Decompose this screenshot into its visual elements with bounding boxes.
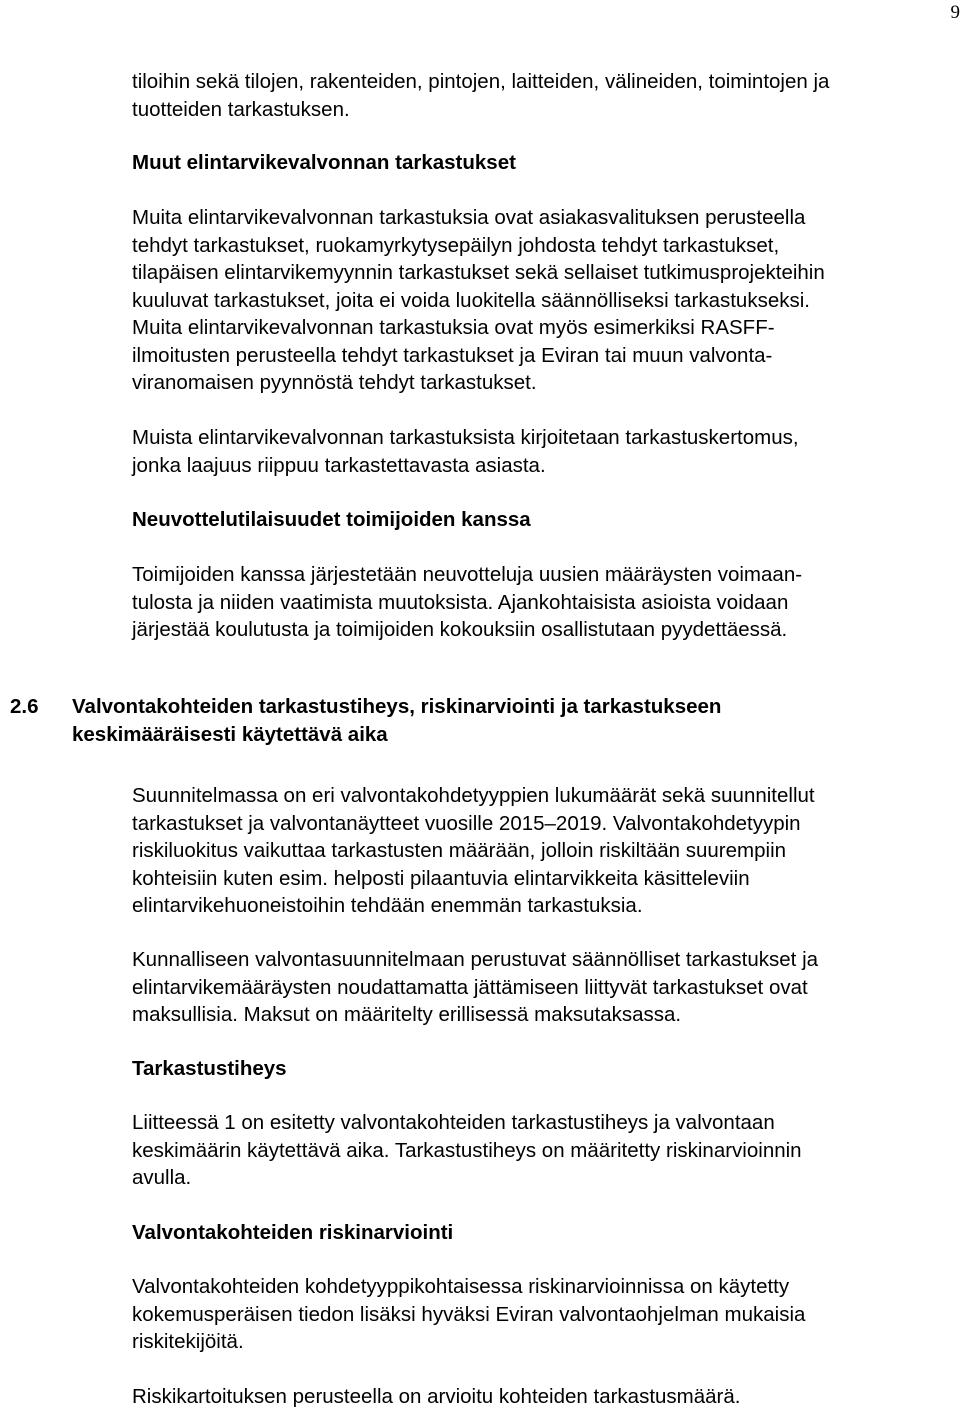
page-number: 9 xyxy=(950,2,960,23)
section-2-6-heading xyxy=(10,693,950,748)
negotiation-paragraph xyxy=(132,561,952,644)
text-line: ilmoitusten perusteella tehdyt tarkastukset ja Eviran tai muun valvonta- xyxy=(132,343,773,367)
text-line: maksullisia. Maksut on määritelty erillisessä maksutaksassa. xyxy=(132,1003,682,1026)
text-line: järjestää koulutusta ja toimijoiden kokouksiin osallistutaan pyydettäessä. xyxy=(132,618,788,641)
text-line: keskimäärin käytettävä aika. Tarkastustiheys on määritetty riskinarvioinnin xyxy=(132,1138,802,1162)
text-line: Liitteessä 1 on esitetty valvontakohteiden tarkastustiheys ja valvontaan xyxy=(132,1111,775,1134)
text-line: Muita elintarvikevalvonnan tarkastuksia ovat myös esimerkiksi RASFF- xyxy=(132,316,775,339)
text-line: jonka laajuus riippuu tarkastettavasta asiasta. xyxy=(132,453,546,477)
text-line: Riskikartoituksen perusteella on arvioitu kohteiden tarkastusmäärä. xyxy=(132,1385,741,1408)
risk-assessment-paragraph-2 xyxy=(132,1383,952,1411)
text-line: tuotteiden tarkastuksen. xyxy=(132,97,350,121)
other-inspections-paragraph-1 xyxy=(132,204,952,397)
text-line: tehdyt tarkastukset, ruokamyrkytysepäilyn johdosta tehdyt tarkastukset, xyxy=(132,233,780,257)
text-line: viranomaisen pyynnöstä tehdyt tarkastukset. xyxy=(132,371,537,394)
text-line: avulla. xyxy=(132,1166,192,1189)
heading-frequency: Tarkastustiheys xyxy=(132,1057,287,1080)
section-2-6-paragraph-1 xyxy=(132,782,952,920)
text-line: Muista elintarvikevalvonnan tarkastuksista kirjoitetaan tarkastuskertomus, xyxy=(132,426,799,449)
intro-paragraph xyxy=(132,68,952,123)
text-line: riskitekijöitä. xyxy=(132,1330,244,1353)
text-line: tulosta ja niiden vaatimista muutoksista. Ajankohtaisista asioista voidaan xyxy=(132,590,789,614)
text-line: Valvontakohteiden kohdetyyppikohtaisessa riskinarvioinnissa on käytetty xyxy=(132,1275,790,1298)
heading-risk-assessment: Valvontakohteiden riskinarviointi xyxy=(132,1221,454,1244)
section-2-6-paragraph-2 xyxy=(132,946,952,1029)
text-line: elintarvikemääräysten noudattamatta jättämiseen liittyvät tarkastukset ovat xyxy=(132,975,808,999)
text-line: tilapäisen elintarvikemyynnin tarkastukset sekä sellaiset tutkimusprojekteihin xyxy=(132,261,825,284)
text-line: riskiluokitus vaikuttaa tarkastusten määrään, jolloin riskiltään suurempiin xyxy=(132,839,787,862)
text-line: tiloihin sekä tilojen, rakenteiden, pintojen, laitteiden, välineiden, toimintojen ja xyxy=(132,70,830,93)
other-inspections-paragraph-2 xyxy=(132,424,952,479)
text-line: kokemusperäisen tiedon lisäksi hyväksi Eviran valvontaohjelman mukaisia xyxy=(132,1302,806,1326)
text-line: Muita elintarvikevalvonnan tarkastuksia ovat asiakasvalituksen perusteella xyxy=(132,206,806,229)
heading-negotiation: Neuvottelutilaisuudet toimijoiden kanssa xyxy=(132,508,531,531)
text-line: tarkastukset ja valvontanäytteet vuosille 2015–2019. Valvontakohdetyypin xyxy=(132,811,801,835)
heading-other-inspections: Muut elintarvikevalvonnan tarkastukset xyxy=(132,151,516,174)
text-line: elintarvikehuoneistoihin tehdään enemmän tarkastuksia. xyxy=(132,894,643,917)
section-title-line: Valvontakohteiden tarkastustiheys, riskinarviointi ja tarkastukseen xyxy=(72,695,722,718)
section-number: 2.6 xyxy=(10,695,39,718)
text-line: Kunnalliseen valvontasuunnitelmaan perustuvat säännölliset tarkastukset ja xyxy=(132,948,819,971)
text-line: kohteisiin kuten esim. helposti pilaantuvia elintarvikkeita käsitteleviin xyxy=(132,866,750,890)
frequency-paragraph xyxy=(132,1109,952,1192)
text-line: Suunnitelmassa on eri valvontakohdetyyppien lukumäärät sekä suunnitellut xyxy=(132,784,815,807)
text-line: Toimijoiden kanssa järjestetään neuvotteluja uusien määräysten voimaan- xyxy=(132,563,803,586)
text-line: kuuluvat tarkastukset, joita ei voida luokitella säännölliseksi tarkastukseksi. xyxy=(132,288,810,312)
risk-assessment-paragraph-1 xyxy=(132,1273,952,1356)
section-title-line: keskimääräisesti käytettävä aika xyxy=(72,722,388,746)
